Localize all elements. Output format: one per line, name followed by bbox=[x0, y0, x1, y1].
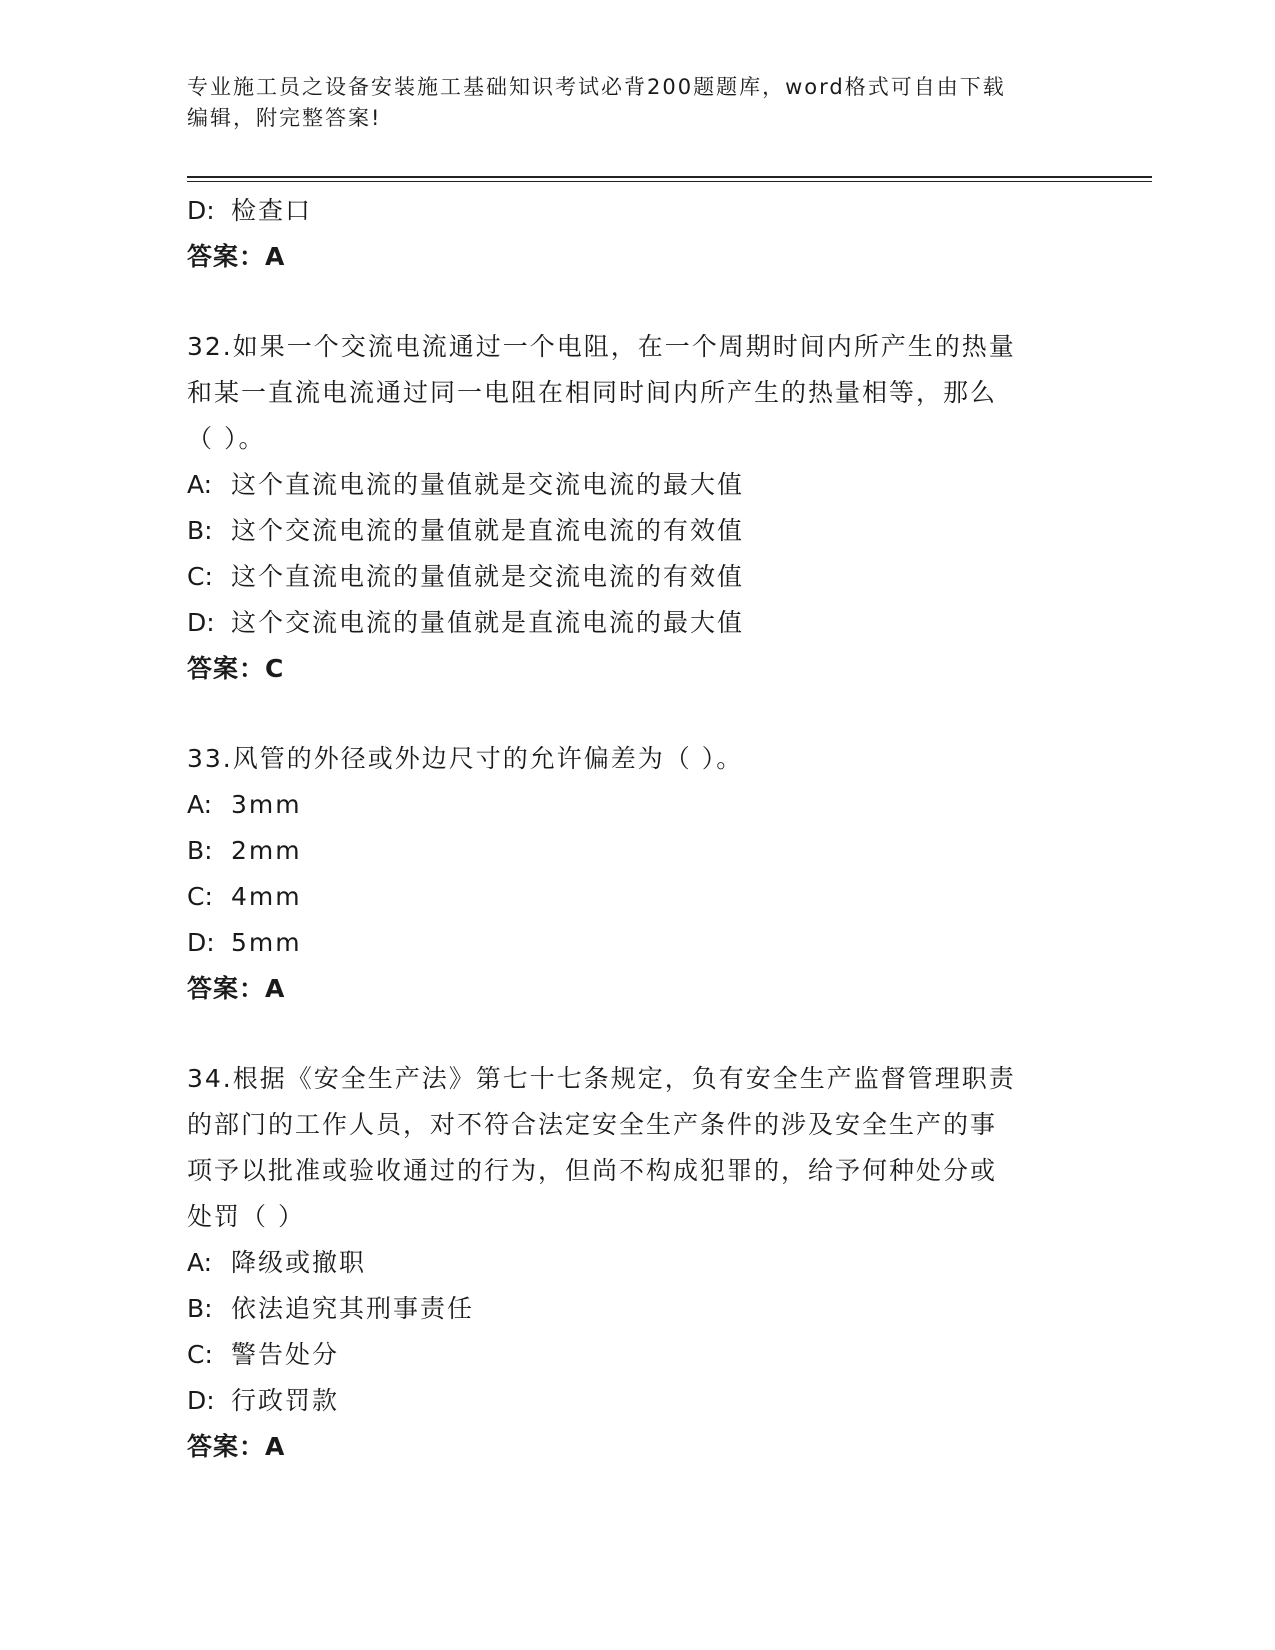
answer-label: 答案： bbox=[187, 1432, 266, 1461]
option-text: 行政罚款 bbox=[231, 1386, 340, 1415]
option-text: 这个交流电流的量值就是直流电流的最大值 bbox=[231, 608, 745, 637]
option-c bbox=[187, 874, 1087, 920]
option-key: D: bbox=[187, 608, 215, 637]
option-b bbox=[187, 828, 1087, 874]
option-key: D: bbox=[187, 1386, 215, 1415]
question-stem bbox=[187, 324, 1087, 462]
option-d bbox=[187, 920, 1087, 966]
answer-value: C bbox=[265, 654, 285, 683]
option-text: 这个交流电流的量值就是直流电流的有效值 bbox=[231, 516, 745, 545]
option-text: 这个直流电流的量值就是交流电流的有效值 bbox=[231, 562, 745, 591]
header-divider-thin bbox=[187, 181, 1152, 182]
option-d bbox=[187, 1378, 1087, 1424]
document-body bbox=[187, 188, 1087, 1470]
stem-line: 项予以批准或验收通过的行为，但尚不构成犯罪的，给予何种处分或 bbox=[187, 1156, 998, 1185]
stem-line: 32.如果一个交流电流通过一个电阻，在一个周期时间内所产生的热量 bbox=[187, 332, 1016, 361]
option-key: D: bbox=[187, 928, 215, 957]
option-text: 3mm bbox=[231, 790, 302, 819]
option-key: B: bbox=[187, 516, 213, 545]
stem-line: （ ）。 bbox=[187, 424, 266, 453]
answer-label: 答案： bbox=[187, 242, 266, 271]
option-text: 4mm bbox=[231, 882, 302, 911]
option-text: 2mm bbox=[231, 836, 302, 865]
stem-line: 和某一直流电流通过同一电阻在相同时间内所产生的热量相等，那么 bbox=[187, 378, 998, 407]
answer-value: A bbox=[265, 974, 286, 1003]
option-b bbox=[187, 1286, 1087, 1332]
option-b bbox=[187, 508, 1087, 554]
stem-line: 33.风管的外径或外边尺寸的允许偏差为（ ）。 bbox=[187, 744, 744, 773]
option-c bbox=[187, 1332, 1087, 1378]
header-divider-thick bbox=[187, 176, 1152, 178]
stem-line: 处罚（ ） bbox=[187, 1202, 305, 1231]
question-stem bbox=[187, 736, 1087, 782]
question-stem bbox=[187, 1056, 1087, 1240]
option-text: 依法追究其刑事责任 bbox=[231, 1294, 475, 1323]
option-text: 降级或撤职 bbox=[231, 1248, 367, 1277]
option-key: B: bbox=[187, 1294, 213, 1323]
question-33 bbox=[187, 736, 1087, 1012]
answer-line bbox=[187, 966, 1087, 1012]
option-key: C: bbox=[187, 1340, 213, 1369]
answer-line bbox=[187, 234, 1087, 280]
option-key: A: bbox=[187, 470, 213, 499]
option-key: C: bbox=[187, 562, 213, 591]
option-text: 警告处分 bbox=[231, 1340, 340, 1369]
option-key: A: bbox=[187, 1248, 213, 1277]
previous-question-tail bbox=[187, 188, 1087, 280]
header-title-line-1: 专业施工员之设备安装施工基础知识考试必背200题题库，word格式可自由下载 bbox=[187, 75, 1006, 99]
question-34 bbox=[187, 1056, 1087, 1470]
option-a bbox=[187, 462, 1087, 508]
answer-line bbox=[187, 646, 1087, 692]
option-key: D: bbox=[187, 196, 215, 225]
question-32 bbox=[187, 324, 1087, 692]
stem-line: 34.根据《安全生产法》第七十七条规定，负有安全生产监督管理职责 bbox=[187, 1064, 1016, 1093]
answer-label: 答案： bbox=[187, 974, 266, 1003]
option-key: A: bbox=[187, 790, 213, 819]
answer-label: 答案： bbox=[187, 654, 266, 683]
stem-line: 的部门的工作人员，对不符合法定安全生产条件的涉及安全生产的事 bbox=[187, 1110, 998, 1139]
header-title-line-2: 编辑，附完整答案! bbox=[187, 106, 382, 130]
option-a bbox=[187, 782, 1087, 828]
option-c bbox=[187, 554, 1087, 600]
answer-value: A bbox=[265, 242, 286, 271]
option-text: 检查口 bbox=[231, 196, 313, 225]
option-key: B: bbox=[187, 836, 213, 865]
option-text: 5mm bbox=[231, 928, 302, 957]
page-header bbox=[187, 72, 1087, 134]
option-key: C: bbox=[187, 882, 213, 911]
answer-value: A bbox=[265, 1432, 286, 1461]
option-text: 这个直流电流的量值就是交流电流的最大值 bbox=[231, 470, 745, 499]
option-d bbox=[187, 188, 1087, 234]
option-a bbox=[187, 1240, 1087, 1286]
answer-line bbox=[187, 1424, 1087, 1470]
option-d bbox=[187, 600, 1087, 646]
